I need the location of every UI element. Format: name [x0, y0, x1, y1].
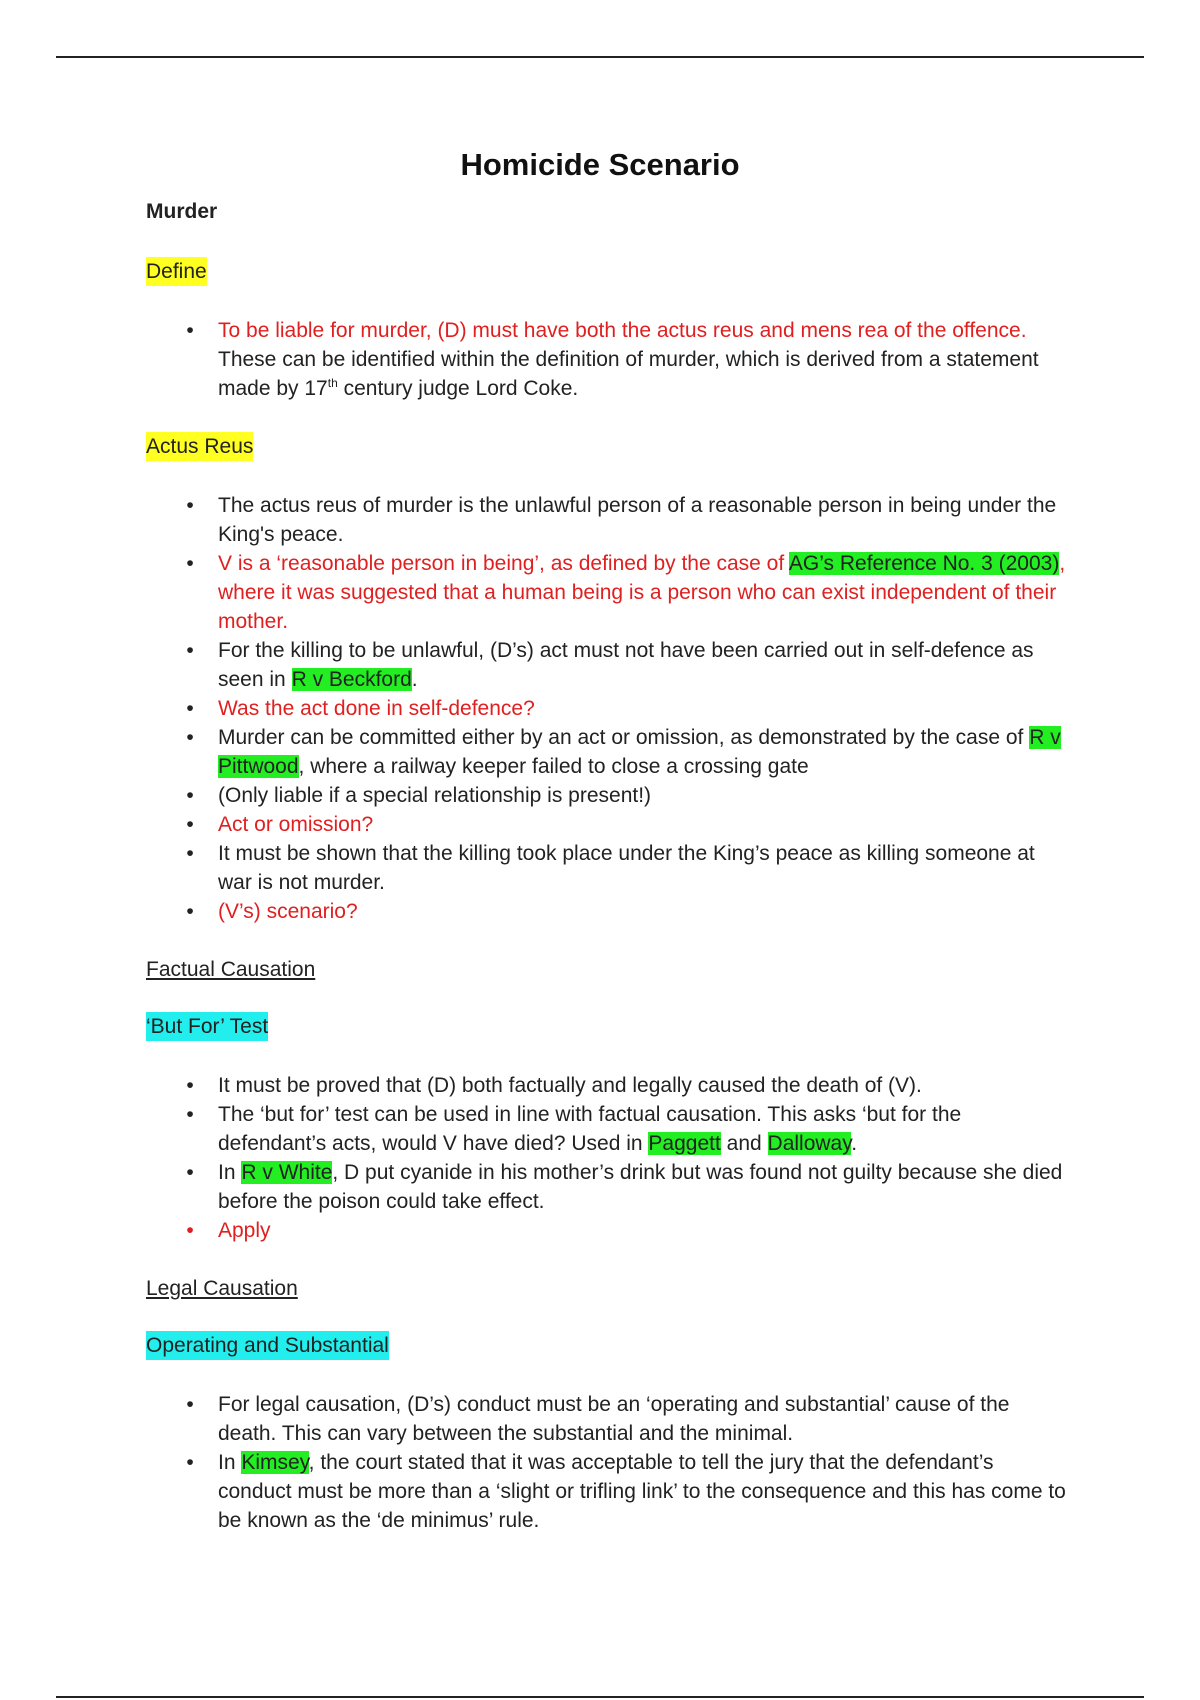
bullet-icon: • [186, 842, 194, 865]
list-item: • For the killing to be unlawful, (D’s) act must not have been carried out in self-defence as seen in R v Beckford. [146, 636, 1066, 694]
list-item: • Act or omission? [146, 810, 1066, 839]
bullet-icon: • [186, 1161, 194, 1184]
list-item: • The ‘but for’ test can be used in line with factual causation. This asks ‘but for the defendant’s acts, would V have died? Used in Paggett and Dalloway. [146, 1100, 1066, 1158]
header-rule [56, 56, 1144, 58]
bullet-icon: • [186, 319, 194, 342]
factual-causation-heading: Factual Causation [146, 958, 316, 981]
actus-reus-label: Actus Reus [146, 432, 253, 461]
document-title: Homicide Scenario [460, 147, 740, 182]
bullet-icon: • [186, 494, 194, 517]
document-page [146, 145, 1066, 1535]
bullet-icon: • [186, 813, 194, 836]
bullet-icon: • [186, 1219, 194, 1242]
actus-reus-section [146, 432, 1066, 461]
case-name: R v White [241, 1161, 333, 1184]
define-section [146, 257, 1066, 286]
list-item: • It must be shown that the killing took place under the King’s peace as killing someone at war is not murder. [146, 839, 1066, 897]
factual-causation-list [146, 1071, 1066, 1245]
but-for-label: ‘But For’ Test [146, 1012, 268, 1041]
bullet-icon: • [186, 1393, 194, 1416]
bullet-icon: • [186, 639, 194, 662]
list-item: • In R v White, D put cyanide in his mother’s drink but was found not guilty because she died before the poison could take effect. [146, 1158, 1066, 1216]
list-item: • Murder can be committed either by an act or omission, as demonstrated by the case of R v Pittwood, where a railway keeper failed to close a crossing gate [146, 723, 1066, 781]
bullet-icon: • [186, 900, 194, 923]
case-name: Dalloway [767, 1132, 852, 1155]
define-label: Define [146, 257, 207, 286]
legal-causation-heading: Legal Causation [146, 1277, 298, 1300]
case-name: AG’s Reference No. 3 (2003) [788, 552, 1060, 575]
bullet-icon: • [186, 552, 194, 575]
list-item: • To be liable for murder, (D) must have both the actus reus and mens rea of the offence. These can be identified within the definition of murder, which is derived from a statement made by 17th century judge Lord Coke. [146, 316, 1066, 403]
define-list [146, 316, 1066, 403]
list-item: • For legal causation, (D’s) conduct must be an ‘operating and substantial’ cause of the death. This can vary between the substantial and the minimal. [146, 1390, 1066, 1448]
operating-substantial-section [146, 1331, 1066, 1360]
list-item: • Was the act done in self-defence? [146, 694, 1066, 723]
case-name: Paggett [648, 1132, 721, 1155]
case-name: Kimsey [241, 1451, 309, 1474]
case-name: R v Beckford [291, 668, 412, 691]
list-item: • The actus reus of murder is the unlawful person of a reasonable person in being under the King's peace. [146, 491, 1066, 549]
bullet-icon: • [186, 1103, 194, 1126]
bullet-icon: • [186, 1074, 194, 1097]
list-item: • It must be proved that (D) both factually and legally caused the death of (V). [146, 1071, 1066, 1100]
footer-rule [56, 1696, 1144, 1698]
list-item: • (V’s) scenario? [146, 897, 1066, 926]
list-item: • V is a ‘reasonable person in being’, as defined by the case of AG’s Reference No. 3 (2003), where it was suggested that a human being is a person who can exist independent of their mother. [146, 549, 1066, 636]
legal-causation-list [146, 1390, 1066, 1535]
murder-heading: Murder [146, 200, 218, 223]
but-for-section [146, 1012, 1066, 1041]
case-name: R v Pittwood [218, 726, 1061, 778]
list-item: • (Only liable if a special relationship is present!) [146, 781, 1066, 810]
operating-substantial-label: Operating and Substantial [146, 1331, 389, 1360]
list-item: • Apply [146, 1216, 1066, 1245]
bullet-icon: • [186, 697, 194, 720]
bullet-icon: • [186, 726, 194, 749]
list-item: • In Kimsey, the court stated that it was acceptable to tell the jury that the defendant’s conduct must be more than a ‘slight or trifling link’ to the consequence and this has come to be known as the ‘de minimus’ rule. [146, 1448, 1066, 1535]
bullet-icon: • [186, 784, 194, 807]
bullet-icon: • [186, 1451, 194, 1474]
actus-reus-list [146, 491, 1066, 926]
